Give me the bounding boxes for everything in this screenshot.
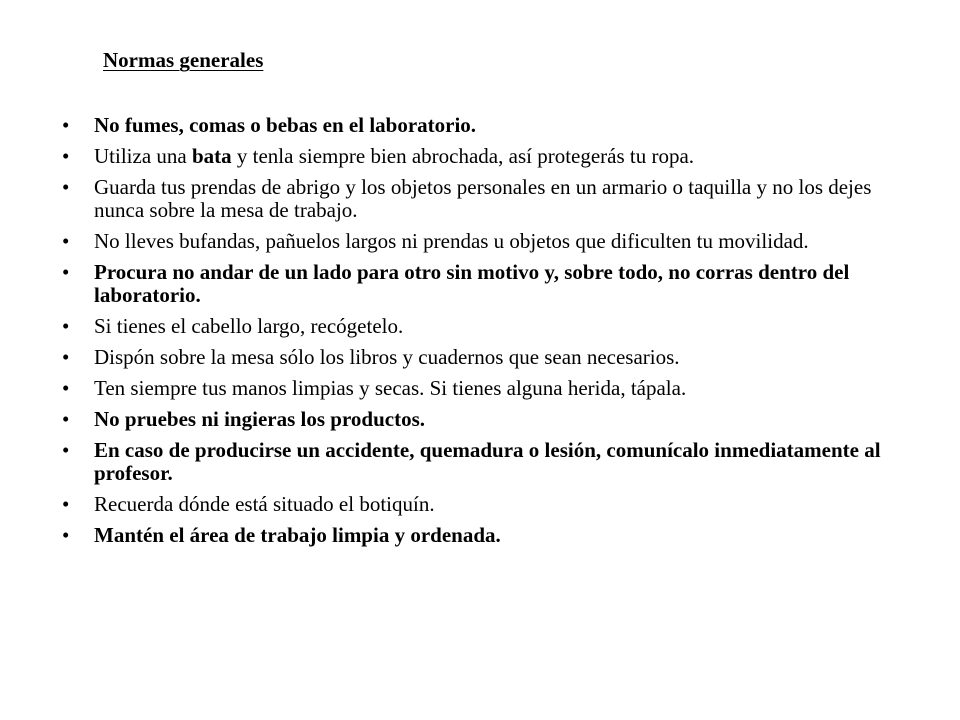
list-item (62, 524, 892, 547)
list-item-text: No pruebes ni ingieras los productos. (94, 407, 425, 431)
list-item (62, 346, 892, 369)
bullet-icon: • (62, 345, 70, 369)
list-item (62, 408, 892, 431)
list-item-text: En caso de producirse un accidente, quemadura o lesión, comunícalo inmediatamente al profesor. (94, 438, 881, 485)
list-item (62, 114, 892, 137)
list-item (62, 145, 892, 168)
bullet-icon: • (62, 314, 70, 338)
bullet-icon: • (62, 144, 70, 168)
list-item-text: Ten siempre tus manos limpias y secas. Si tienes alguna herida, tápala. (94, 376, 687, 400)
slide-title: Normas generales (103, 48, 264, 72)
list-item-text: Guarda tus prendas de abrigo y los objetos personales en un armario o taquilla y no los dejes nunca sobre la mesa de trabajo. (94, 175, 872, 222)
rules-list (62, 114, 892, 555)
list-item-text-post: y tenla siempre bien abrochada, así protegerás tu ropa. (231, 144, 695, 168)
list-item-text-pre: Utiliza una (94, 144, 192, 168)
bullet-icon: • (62, 376, 70, 400)
bullet-icon: • (62, 260, 70, 284)
list-item-text (94, 144, 694, 168)
list-item-text: No lleves bufandas, pañuelos largos ni prendas u objetos que dificulten tu movilidad. (94, 229, 809, 253)
bullet-icon: • (62, 438, 70, 462)
list-item (62, 261, 892, 307)
list-item (62, 230, 892, 253)
bullet-icon: • (62, 175, 70, 199)
list-item-text: Procura no andar de un lado para otro sin motivo y, sobre todo, no corras dentro del laboratorio. (94, 260, 850, 307)
bullet-icon: • (62, 523, 70, 547)
list-item (62, 377, 892, 400)
list-item (62, 439, 892, 485)
list-item-text: Recuerda dónde está situado el botiquín. (94, 492, 435, 516)
list-item (62, 176, 892, 222)
list-item-text: Si tienes el cabello largo, recógetelo. (94, 314, 404, 338)
bullet-icon: • (62, 229, 70, 253)
bullet-icon: • (62, 113, 70, 137)
list-item (62, 315, 892, 338)
bullet-icon: • (62, 407, 70, 431)
list-item-text: Mantén el área de trabajo limpia y ordenada. (94, 523, 501, 547)
list-item-text: No fumes, comas o bebas en el laboratorio. (94, 113, 477, 137)
list-item-text: Dispón sobre la mesa sólo los libros y cuadernos que sean necesarios. (94, 345, 680, 369)
list-item (62, 493, 892, 516)
list-item-text-emphasis: bata (191, 144, 232, 168)
bullet-icon: • (62, 492, 70, 516)
